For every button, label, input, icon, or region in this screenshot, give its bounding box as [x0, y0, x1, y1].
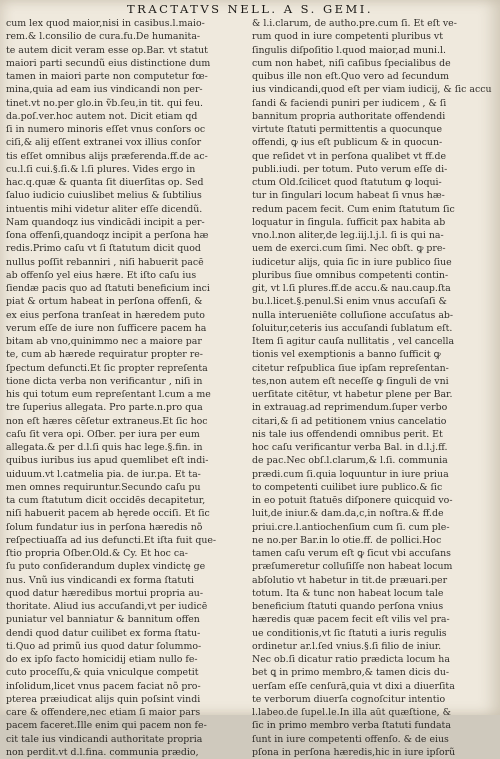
right-text-column [252, 17, 492, 758]
text-line: quibus ille non eſt.Quo vero ad ſecundum [252, 71, 449, 82]
text-line: cit tale ius vindicandi authoritate propria [6, 733, 203, 745]
text-line: tione dicta verba non verificantur , niſi in [6, 375, 203, 387]
text-line: ſingulis diſpoſitio l.quod maior,ad muni.l. [252, 44, 446, 56]
text-line: nus. Vnũ ius vindicandi ex forma ſtatuti [6, 574, 194, 586]
text-line: ta cum ſtatutum dicit occidēs decapitetur, [6, 495, 206, 506]
text-line: nulla interueniēte colluſione accuſatus ab- [252, 309, 454, 321]
text-line: ctum Old.ſcilicet quod ſtatutum ꝙ loqui- [252, 177, 442, 188]
text-line: ſona offenſi,quandoqz incipit a perſona hæ [6, 230, 209, 241]
text-line: quibus iuribus ius apud quemlibet eſt indi- [6, 455, 209, 467]
text-line: abſolutio vt habetur in tit.de præuari.per [252, 574, 448, 586]
text-line: pacem faceret.Ille enim qui pacem non fe- [6, 720, 207, 732]
text-line: bu.l.licet.§.penul.Si enim vnus accuſaſi & [252, 296, 447, 308]
text-line: ſaluo iudicio cuiuslibet melius & ſubtilius [6, 190, 202, 202]
text-line: ſpectum defuncti.Et ſic propter repreſenta [6, 362, 208, 374]
text-line: ſi in numero minoris eſſet vnus conſors oc [6, 124, 206, 135]
text-line: reſpectiuaſſa ad ius defuncti.Et iſta fuit que- [6, 534, 217, 546]
text-line: publi.iudi. per totum. Puto verum eſſe di- [252, 163, 448, 175]
text-line: præſumeretur colluſiſſe non habeat locum [252, 561, 453, 573]
text-line: bannitum propria authoritate offendendi [252, 110, 446, 122]
text-line: tamen caſu verum eſt ꝙ ſicut vbi accuſans [252, 548, 451, 559]
text-line: ſic in primo membro verba ſtatuti fundata [252, 720, 451, 732]
text-line: piat & ortum habeat in perſona offenſi, & [6, 296, 203, 308]
text-line: redum pacem fecit. Cum enim ſtatutum ſic [252, 203, 455, 215]
text-line: da.poſ.ver.hoc autem not. Dicit etiam qd [6, 110, 198, 122]
text-line: luit,de iniur.& dam.da,c,in noſtra.& ff.de [252, 508, 444, 520]
text-line: rem.& l.consilio de cura.fu.De humanita- [6, 31, 201, 43]
text-line: tre ſuperius allegata. Pro parte.n.pro qua [6, 402, 203, 414]
text-line: & l.i.clarum, de autho.pre.cum ſi. Et eſt ve- [252, 18, 457, 29]
text-line: ti.Quo ad primũ ius quod datur ſolummo- [6, 640, 202, 652]
text-line: te verborum diuerſa cognoſcitur intentio [252, 693, 446, 705]
text-line: cuto proceſſu,& quia vniculque competit [6, 667, 199, 679]
text-line: cum non habet, niſi caſibus ſpecialibus de [252, 57, 451, 69]
text-line: iudicetur alijs, quia ſic in iure publico ſiue [252, 256, 452, 268]
text-line: care & offendere,nec etiam ſi maior pars [6, 707, 201, 718]
text-line: thoritate. Aliud ius accuſandi,vt per iudicē [6, 601, 208, 612]
text-line: tis eſſet omnibus alijs præferenda.ff.de ac- [6, 150, 208, 162]
text-line: ciſi,& alij eſſent extranei vox illius conſor [6, 137, 202, 149]
text-line: nis tale ius offendendi omnibus perit. Et [252, 428, 443, 440]
text-line: pterea præiudicat alijs quin poſsint vindi [6, 693, 201, 705]
text-line: pſona in perſona hæredis,hic in iure ipſorũ [252, 746, 456, 758]
text-line: mina,quia ad eam ius vindicandi non per- [6, 84, 203, 96]
text-line: hæredis quæ pacem fecit eſt vilis vel pra- [252, 614, 450, 626]
text-line: allegata.& per d.l.ſi quis hac lege.§.fin. in [6, 442, 203, 453]
text-line: totum. Ita & tunc non habeat locum tale [252, 587, 444, 599]
left-text-column [6, 17, 238, 758]
text-line: l.labeo.de ſupel.le.In illa aūt quæſtione, & [252, 707, 451, 718]
text-line: maiori parti secundũ eius distinctione dum [6, 57, 211, 69]
text-line: ius vindicandi,quod eſt per viam iudicij, & ſic accu [252, 84, 492, 96]
text-line: pluribus ſiue omnibus competenti contin- [252, 269, 449, 281]
text-line: bet ꝗ in primo membro,& tamen dicis du- [252, 667, 450, 679]
text-line: loquatur in ſingula. ſufficit pax habita ab [252, 216, 446, 228]
text-line: ordinetur ar.l.ſed vnius.§.ſi filio de iniur. [252, 640, 442, 652]
text-line: men omnes requiruntur.Secundo caſu pu [6, 481, 201, 493]
text-line: to competenti cuilibet iure publico.& ſic [252, 481, 443, 493]
text-line: bitam ab vno,quinimmo nec a maiore par [6, 336, 202, 347]
text-line: ſandi & faciendi puniri per iudicem , & ſi [252, 97, 447, 109]
text-line: intuentis mihi videtur aliter eſſe dicendũ. [6, 203, 203, 215]
text-line: citetur reſpublica ſiue ipſam repreſentan- [252, 362, 449, 374]
text-line: virtute ſtatuti permittentis a quocunque [252, 124, 443, 135]
text-line: tur in ſingulari locum habeat ſi vnus hæ- [252, 190, 445, 202]
text-line: ne no.per Bar.in lo otie.ff. de pollici.Hoc [252, 534, 442, 546]
text-line: cum lex quod maior,nisi in casibus.l.maio- [6, 18, 205, 29]
text-line: ſoluitur,ceteris ius accuſandi ſublatum eſt. [252, 322, 453, 334]
text-line: prædi.cum ſi.quia loquuntur in iure priua [252, 468, 449, 480]
text-line: do ex ipſo facto homicidij etiam nullo fe- [6, 654, 198, 665]
text-line: puniatur vel banniatur & bannitum offen [6, 614, 200, 626]
text-line: Item ſi agitur cauſa nullitatis , vel cancella [252, 336, 455, 347]
text-line: hoc caſu verificantur verba Bal. in d.l.j.ff. [252, 442, 448, 453]
text-line: te, cum ab hærede requiratur propter re- [6, 349, 203, 361]
text-line: in extrauag.ad reprimendum.ſuper verbo [252, 402, 448, 414]
text-line: his qui totum eum repreſentant l.cum a me [6, 389, 211, 400]
text-line: uem de exerci.cum ſimi. Nec obſt. ꝙ pre- [252, 243, 446, 255]
text-line: beneficium ſtatuti quando perſona vnius [252, 601, 444, 612]
text-line: uiduum.vt l.catmelia pia. de iur.pa. Et ta- [6, 468, 201, 480]
text-line: ex eius perſona tranſeat in hæredem puto [6, 309, 205, 321]
text-line: ſiendæ pacis quo ad ſtatuti beneficium inci [6, 283, 210, 294]
text-line: non eſt hæres cēſetur extraneus.Et ſic hoc [6, 415, 208, 427]
text-line: que reſidet vt in perſona qualibet vt ff.de [252, 150, 446, 162]
text-line: tionis vel exemptionis a banno ſufficit ꝙ [252, 349, 441, 361]
text-line: redis.Primo caſu vt ſi ſtatutum dicit quod [6, 243, 201, 255]
text-line: tamen in maiori parte non computetur fœ- [6, 71, 208, 82]
text-line: offendi, ꝙ ius eſt publicum & in quocun- [252, 137, 443, 149]
text-line: ſu puto conſiderandum duplex vindictę ge [6, 561, 206, 573]
text-line: citari,& ſi ad petitionem vnius cancelatio [252, 415, 447, 427]
running-head: TRACTATVS NELL. A S. GEMI. [127, 2, 373, 16]
text-line: niſi habuerit pacem ab hęrede occiſi. Et ſic [6, 508, 210, 520]
text-line: vno.l.non aliter,de leg.iij.l.j.l. ſi is qui na- [252, 230, 444, 241]
text-line: caſu ſit vera opi. Oſber. per iura per eum [6, 428, 200, 440]
text-line: inſolidum,licet vnus pacem faciat nõ pro- [6, 680, 201, 692]
text-line: in eo potuit ſtatuēs diſponere quicquid vo- [252, 495, 453, 506]
text-line: ſunt in iure competenti offenſo. & de eius [252, 733, 449, 745]
text-line: dendi quod datur cuilibet ex forma ſtatu- [6, 627, 201, 639]
text-line: tes,non autem eſt neceſſe ꝙ ſinguli de vni [252, 375, 449, 387]
text-line: te autem dicit veram esse op.Bar. vt statut [6, 44, 208, 56]
text-line: git, vt l.ſi plures.ff.de accu.& nau.caup.ſta [252, 283, 451, 294]
text-line: verum eſſe de iure non ſufficere pacem ha [6, 322, 207, 334]
text-line: rum quod in iure competenti pluribus vt [252, 31, 443, 43]
text-line: uerſitate citētur, vt habetur plene per Bar. [252, 389, 453, 400]
text-line: hac.q.quæ & quanta ſit diuerſitas op. Sed [6, 177, 204, 188]
text-line: cu.l.ſi cui.§.ſi.& l.ſi plures. Vides ergo in [6, 163, 196, 175]
text-line: quod datur hæredibus mortui propria au- [6, 587, 204, 599]
text-line: priui.cre.l.antiochenſium cum ſi. cum ple- [252, 521, 450, 533]
text-line: ſtio propria Oſber.Old.& Cy. Et hoc ca- [6, 548, 188, 559]
text-line: Nec ob.ſi dicatur ratio prædicta locum ha [252, 654, 450, 665]
text-line: nullus poſſit rebanniri , niſi habuerit pacē [6, 256, 204, 268]
text-line: ab offenſo yel eius hære. Et iſto caſu ius [6, 269, 197, 281]
text-line: tinet.vt no.per glo.in ṽb.ſeu,in tit. qui feu. [6, 97, 204, 109]
text-line: ſolum fundatur ius in perſona hæredis nõ [6, 521, 203, 533]
text-line: Nam quandoqz ius vindicādi incipit a per- [6, 216, 205, 228]
text-line: ue conditionis,vt ſic ſtatuti a iuris regulis [252, 627, 447, 639]
text-line: uerſam eſſe cenſurā,quia vt dixi a diuerſita [252, 680, 455, 692]
text-line: de pac.Nec obſ.l.clarum,& l.ſi. communia [252, 455, 448, 467]
text-line: non perdit.vt d.l.fina. communia prædio, [6, 746, 199, 758]
